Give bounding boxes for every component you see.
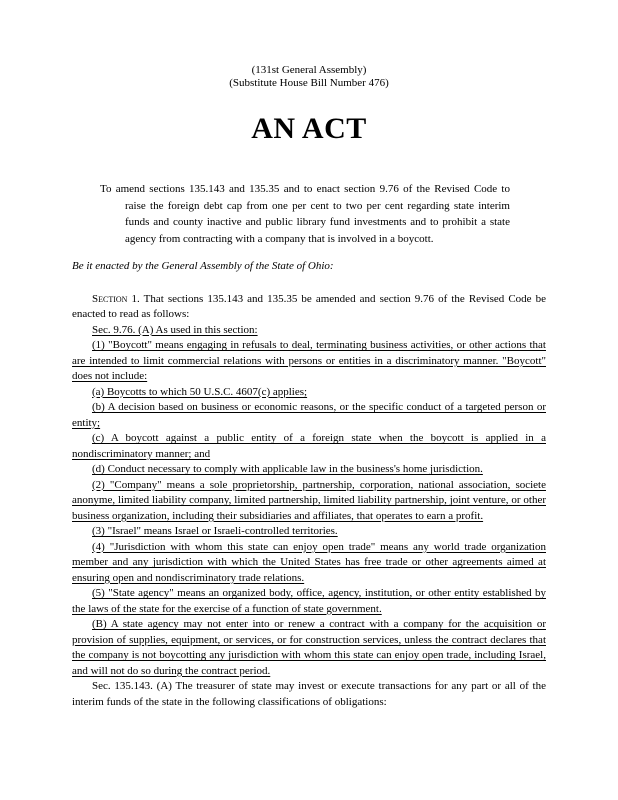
paragraph: (3) "Israel" means Israel or Israeli-controlled territories. xyxy=(92,525,338,537)
paragraph: (d) Conduct necessary to comply with applicable law in the business's home jurisdiction. xyxy=(92,463,483,475)
document-content xyxy=(72,181,546,710)
paragraph: (4) "Jurisdiction with whom this state can enjoy open trade" means any world trade organization member and any jurisdiction with which the United States has free trade or other agreements aimed at ensuring open and nondiscriminatory trade relations. xyxy=(72,540,546,584)
paragraph: (1) "Boycott" means engaging in refusals to deal, terminating business activities, or other actions that are intended to limit commercial relations with persons or entities in a discriminatory manner. "Boycott" does not include: xyxy=(72,339,546,382)
paragraph: (5) "State agency" means an organized body, office, agency, institution, or other entity established by the laws of the state for the exercise of a function of state government. xyxy=(72,587,546,615)
paragraph: (2) "Company" means a sole proprietorship, partnership, corporation, national association, societe anonyme, limited liability company, limited partnership, limited liability partnership, joint venture, or other business organization, including their subsidiaries and affiliates, that operates to earn a profit. xyxy=(72,478,546,522)
paragraph: (b) A decision based on business or economic reasons, or the specific conduct of a targeted person or entity; xyxy=(72,401,546,429)
paragraph: (a) Boycotts to which 50 U.S.C. 4607(c) applies; xyxy=(92,385,308,398)
preamble: To amend sections 135.143 and 135.35 and to enact section 9.76 of the Revised Code to raise the foreign debt cap from one per cent to two per cent regarding state interim funds and county inactive and public library fund investments and to prohibit a state agency from contracting with a company that is involved in a boycott. xyxy=(100,183,510,245)
section-smallcaps-lead: Section xyxy=(92,292,128,305)
paragraph: Sec. 135.143. (A) The treasurer of state may invest or execute transactions for any part or all of the interim funds of the state in the following classifications of obligations: xyxy=(72,680,546,708)
assembly-line: (131st General Assembly) xyxy=(251,64,367,76)
paragraph: (c) A boycott against a public entity of a foreign state when the boycott is applied in a nondiscriminatory manner; and xyxy=(72,432,546,460)
document-body xyxy=(72,292,546,711)
enacting-clause: Be it enacted by the General Assembly of the State of Ohio: xyxy=(72,260,334,272)
bill-number-line: (Substitute House Bill Number 476) xyxy=(229,77,389,89)
paragraph: (B) A state agency may not enter into or renew a contract with a company for the acquisition or provision of supplies, equipment, or services, or for construction services, unless the contract declares that the company is not boycotting any jurisdiction with whom this state can enjoy open trade, including Israel, and will not do so during the contract period. xyxy=(72,618,546,677)
act-title: AN ACT xyxy=(251,112,367,145)
paragraph: Section 1. That sections 135.143 and 135.35 be amended and section 9.76 of the Revised Code be enacted to read as follows: xyxy=(72,292,546,320)
document-header xyxy=(0,0,618,90)
paragraph: Sec. 9.76. (A) As used in this section: xyxy=(92,323,258,336)
